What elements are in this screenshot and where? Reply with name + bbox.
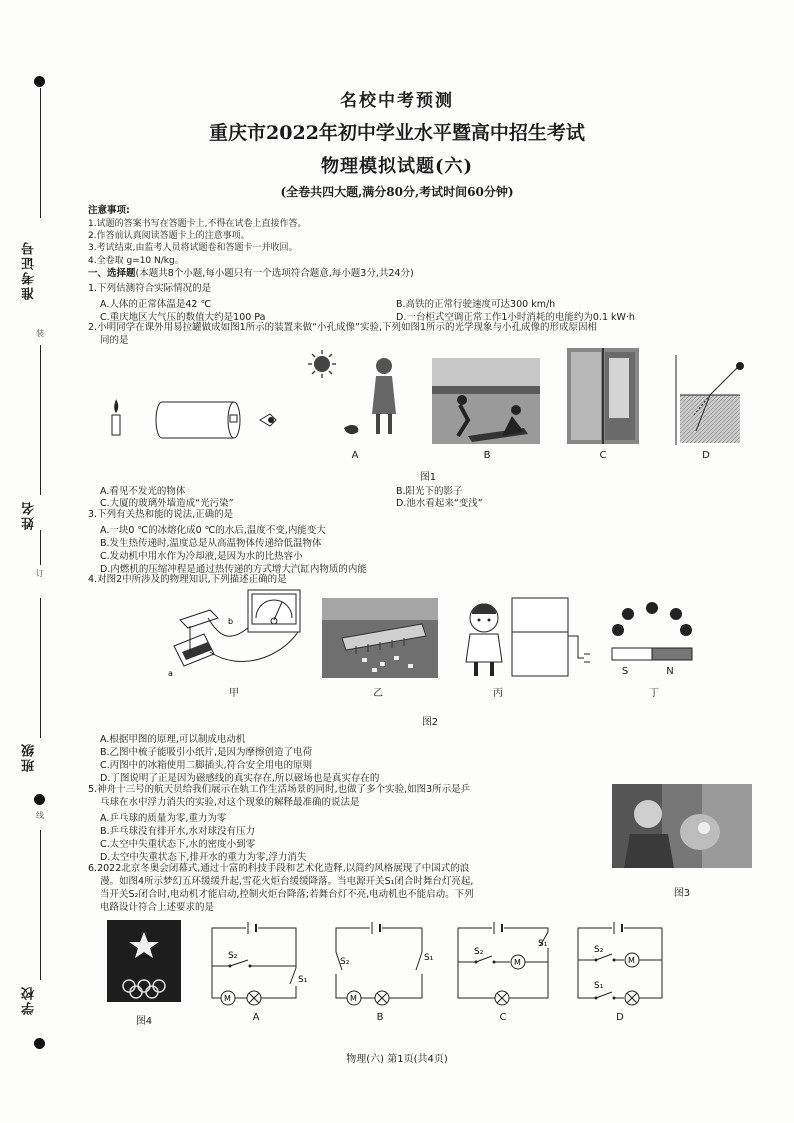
fig1-label-b: B: [483, 450, 491, 461]
figure-2-bing-fridge: [462, 596, 592, 680]
switch-label-s2: S₂: [228, 951, 238, 961]
exam-title: 重庆市2022年初中学业水平暨高中招生考试: [209, 122, 585, 144]
label-class: 班级: [22, 742, 37, 772]
q3-option-c: C.发动机中用水作为冷却液,是因为水的比热容小: [100, 551, 303, 562]
note-item: 3.考试结束,由监考人员将试题卷和答题卡一并收回。: [88, 243, 298, 253]
fig2-label-jia: 甲: [229, 688, 239, 699]
figure-1-caption: 图1: [419, 472, 437, 483]
label-ding: 订: [36, 569, 44, 578]
switch-label-s2: S₂: [340, 957, 350, 967]
switch-label-s1: S₁: [594, 981, 604, 991]
motor-label: M: [514, 958, 521, 967]
q5-option-c: C.太空中失重状态下,水的密度小到零: [100, 839, 256, 850]
motor-label: M: [350, 994, 357, 1003]
q4-option-c: C.丙图中的冰箱使用二脚插头,符合安全用电的原则: [100, 760, 313, 771]
q1-option-b: B.高铁的正常行驶速度可达300 km/h: [396, 299, 556, 310]
margin-line: [40, 598, 41, 738]
margin-dot: [34, 794, 45, 805]
label-exam-number: 准考证号: [22, 240, 37, 300]
section-title: 一、选择题: [88, 268, 136, 279]
q2-stem: 同的是: [100, 335, 129, 346]
q4-option-d: D.丁图说明了正是因为磁感线的真实存在,所以磁场也是真实存在的: [100, 773, 380, 784]
label-name: 姓名: [22, 500, 37, 530]
q5-stem: 乓球在水中浮力消失的实验,对这个现象的解释最准确的说法是: [100, 797, 360, 808]
q3-option-b: B.发生热传递时,温度总是从高温物体传递给低温物体: [100, 538, 322, 549]
q2-option-c: C.大厦的玻璃外墙造成“光污染”: [100, 498, 234, 509]
circuit-label-d: D: [616, 1012, 624, 1023]
circuit-option-d: [572, 922, 668, 1004]
q4-option-a: A.根据甲图的原理,可以制成电动机: [100, 734, 246, 745]
magnet-s-pole: S: [621, 666, 629, 677]
q4-option-b: B.乙图中梳子能吸引小纸片,是因为摩擦创造了电荷: [100, 747, 313, 758]
fig2-label-yi: 乙: [373, 688, 383, 699]
motor-label: M: [224, 994, 231, 1003]
label-zhuang: 装: [36, 329, 44, 338]
figure-3-space-photo: [612, 784, 752, 868]
figure-1a-person-and-sun: [308, 350, 408, 445]
q1-option-a: A.人体的正常体温是42 ℃: [100, 299, 212, 310]
q5-option-b: B.乒乓球没有排开水,水对球没有压力: [100, 826, 256, 837]
margin-line: [40, 345, 41, 495]
notes-heading: 注意事项:: [88, 205, 130, 216]
switch-label-s2: S₂: [594, 945, 604, 955]
q2-option-d: D.池水看起来“变浅”: [396, 498, 483, 509]
q5-stem: 5.神舟十三号的航天员给我们展示在轨工作生活场景的同时,也做了多个实验,如图3所示是乒: [88, 784, 471, 795]
q1-option-c: C.重庆地区大气压的数值大约是100 Pa: [100, 312, 266, 323]
circuit-option-b: [330, 922, 434, 1004]
figure-1b-shadow-photo: [432, 358, 540, 444]
series-title: 名校中考预测: [340, 91, 454, 111]
q1-stem: 1.下列估测符合实际情况的是: [88, 283, 212, 294]
q5-option-d: D.太空中失重状态下,排开水的重力为零,浮力消失: [100, 852, 307, 863]
fig1-label-c: C: [599, 450, 607, 461]
q2-option-b: B.阳光下的影子: [396, 486, 463, 497]
switch-label-s1: S₁: [424, 953, 434, 963]
q3-stem: 3.下列有关热和能的说法,正确的是: [88, 509, 234, 520]
circuit-option-a: [206, 922, 308, 1004]
q2-stem: 2.小明同学在课外用易拉罐做成如图1所示的装置来做“小孔成像”实验,下列如图1所示的光学现象与小孔成像的形成原因相: [88, 322, 598, 333]
figure-2-yi-comb-photo: [322, 598, 438, 678]
section-desc: (本题共8个小题,每小题只有一个选项符合题意,每小题3分,共24分): [135, 268, 414, 279]
note-item: 2.作答前认真阅读答题卡上的注意事项。: [88, 231, 250, 241]
figure-1d-pool-refraction: [670, 355, 750, 445]
figure-1c-glass-building-photo: [567, 348, 639, 444]
margin-line: [40, 830, 41, 980]
q6-stem: 6.2022北京冬奥会闭幕式,通过十富的科技手段和艺术化造释,以简约风格展现了中国式的浪: [88, 863, 470, 874]
q2-option-a: A.看见不发光的物体: [100, 486, 186, 497]
circuit-label-b: B: [376, 1012, 384, 1023]
margin-line: [40, 530, 41, 565]
note-item: 4.全卷取 g=10 N/kg。: [88, 256, 184, 266]
fig2-label-b: b: [228, 617, 234, 626]
figure-2-jia-generator: [160, 588, 310, 680]
figure-1-pinhole: [100, 385, 300, 455]
fig2-label-bing: 丙: [493, 688, 503, 699]
exam-info: (全卷共四大题,满分80分,考试时间60分钟): [280, 185, 514, 199]
circuit-label-a: A: [252, 1012, 260, 1023]
section-heading: [88, 268, 414, 280]
figure-2-ding-compasses: [604, 600, 700, 664]
page-footer: 物理(六) 第1页(共4页): [346, 1054, 448, 1065]
q3-option-d: D.内燃机的压缩冲程是通过热传递的方式增大汽缸内物质的内能: [100, 564, 367, 575]
switch-label-s2: S₂: [474, 947, 484, 957]
circuit-option-c: [452, 922, 556, 1004]
exam-subtitle: 物理模拟试题(六): [320, 156, 474, 177]
q1-option-d: D.一台柜式空调正常工作1小时消耗的电能约为0.1 kW·h: [396, 312, 635, 323]
figure-4-caption: 图4: [135, 1016, 153, 1027]
q6-stem: 漫。如图4所示梦幻五环缓缓升起,雪花火炬台缓缓降落。当电源开关S₁闭合时舞台灯亮起,: [100, 876, 474, 887]
q6-stem: 当开关S₂闭合时,电动机才能启动,控制火炬台降落;若舞台灯不亮,电动机也不能启动。下列: [100, 889, 474, 900]
q4-stem: 4.对图2中所涉及的物理知识,下列描述正确的是: [88, 574, 287, 585]
q5-option-a: A.乒乓球的质量为零,重力为零: [100, 813, 227, 824]
fig2-label-ding: 丁: [649, 688, 659, 699]
label-school: 学校: [22, 985, 37, 1015]
figure-2-caption: 图2: [421, 717, 439, 728]
q6-stem: 电路设计符合上述要求的是: [100, 902, 215, 913]
switch-label-s1: S₁: [298, 975, 308, 985]
figure-4-ceremony-photo: [107, 920, 181, 1002]
fig2-label-a: a: [168, 669, 173, 678]
fig1-label-d: D: [702, 450, 710, 461]
margin-dot: [34, 1038, 45, 1049]
q3-option-a: A.一块0 ℃的冰熔化成0 ℃的水后,温度不变,内能变大: [100, 525, 326, 536]
figure-3-caption: 图3: [673, 888, 691, 899]
label-xian: 线: [36, 811, 44, 820]
switch-label-s1: S₁: [538, 939, 548, 949]
circuit-label-c: C: [499, 1012, 507, 1023]
magnet-n-pole: N: [666, 666, 674, 677]
note-item: 1.试题的答案书写在答题卡上,不得在试卷上直接作答。: [88, 219, 307, 229]
motor-label: M: [628, 956, 635, 965]
fig1-label-a: A: [351, 450, 359, 461]
